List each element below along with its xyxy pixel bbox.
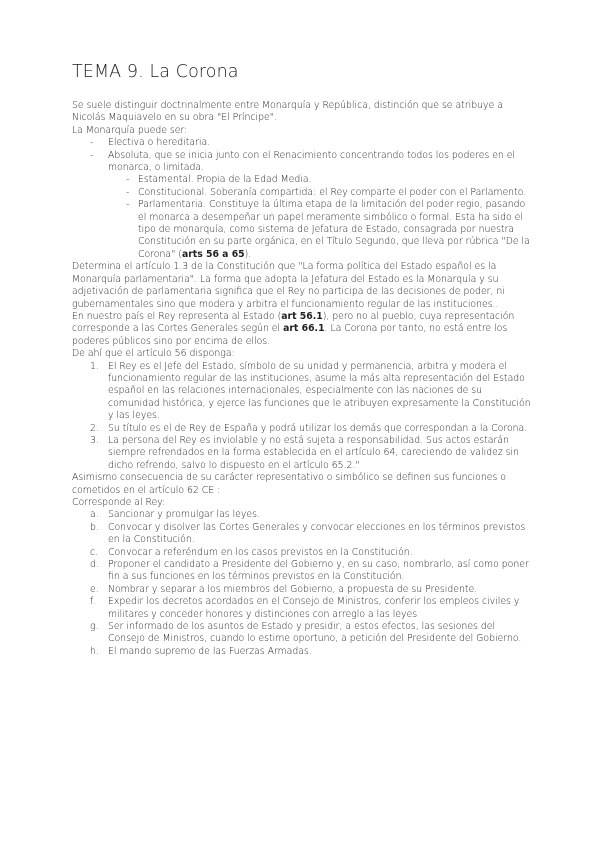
paragraph-art-62: Asimismo consecuencia de su carácter representativo o simbólico se definen sus funciones o cometidos en el artículo 62 CE : <box>72 472 506 496</box>
list-item: 3. La persona del Rey es inviolable y no está sujeta a responsabilidad. Sus actos estarán siempre refrendados en la forma establecida en el artículo 64, careciendo de validez sin dicho refrendo, salvo lo dispuesto en el artículo 65.2." <box>90 434 519 471</box>
paragraph-art-62-lead: Corresponde al Rey: <box>72 497 166 508</box>
list-item: e. Nombrar y separar a los miembros del Gobierno, a propuesta de su Presidente. <box>90 583 478 595</box>
list-item: 2. Su título es el de Rey de España y podrá utilizar los demás que correspondan a la Corona. <box>90 422 528 434</box>
list-item: h. El mando supremo de las Fuerzas Armadas. <box>90 645 312 657</box>
list-item: - Estamental. Propia de la Edad Media. <box>72 174 532 186</box>
article-62-list <box>72 509 532 658</box>
list-item: g. Ser informado de los asuntos de Estado y presidir, a estos efectos, las sesiones del Consejo de Ministros, cuando lo estime oportuno, a petición del Presidente del Gobierno. <box>90 621 522 645</box>
monarchy-types-list <box>72 137 532 174</box>
list-item: - Constitucional. Soberanía compartida: el Rey comparte el poder con el Parlamento. <box>72 187 532 199</box>
paragraph-art-56: En nuestro país el Rey representa al Estado (art 56.1), pero no al pueblo, cuya representación corresponde a las Cortes Generales según el art 66.1. La Corona por tanto, no está entre los poderes públicos sino por encima de ellos. <box>72 310 515 347</box>
list-item: c. Convocar a referéndum en los casos previstos en la Constitución. <box>90 546 413 558</box>
intro-paragraph: Se suele distinguir doctrinalmente entre Monarquía y República, distinción que se atribuye a Nicolás Maquiavelo en su obra "El Príncipe". <box>72 100 503 124</box>
intro-lead: La Monarquía puede ser: <box>72 124 188 136</box>
article-ref: arts 56 a 65 <box>181 248 245 260</box>
limited-monarchy-list <box>72 174 532 261</box>
list-item: - Absoluta, que se inicia junto con el Renacimiento concentrando todos los poderes en el monarca, o limitada. <box>72 150 532 175</box>
article-ref: art 66.1 <box>283 323 325 335</box>
list-item: d. Proponer el candidato a Presidente del Gobierno y, en su caso, nombrarlo, así como poner fin a sus funciones en los términos previstos en la Constitución. <box>90 559 529 583</box>
list-item: 1. El Rey es el Jefe del Estado, símbolo de su unidad y permanencia, arbitra y modera el funcionamiento regular de las instituciones, asume la más alta representación del Estado español en las relaciones internacionales, especialmente con las naciones de su comunidad histórica, y ejerce las funciones que le atribuyen expresamente la Constitución y las leyes. <box>90 360 531 422</box>
list-item: f. Expedir los decretos acordados en el Consejo de Ministros, conferir los empleos civiles y militares y conceder honores y distinciones con arreglo a las leyes <box>90 596 520 620</box>
list-item: - Parlamentaria. Constituye la última etapa de la limitación del poder regio, pasando el monarca a desempeñar un papel meramente simbólico o formal. Esta ha sido el tipo de monarquía, como sistema de Jefatura de Estado, consagrada por nuestra Constitución en su parte orgánica, en el Título Segundo, que lleva por rúbrica "De la Corona" (arts 56 a 65). <box>72 199 532 261</box>
article-ref: art 56.1 <box>281 310 323 322</box>
document-page <box>72 62 532 658</box>
list-item: a. Sancionar y promulgar las leyes. <box>90 509 260 521</box>
paragraph-art-1-3: Determina el artículo 1.3 de la Constitución que "La forma política del Estado español es la Monarquía parlamentaria". La forma que adopta la Jefatura del Estado es la Monarquía y su adjetivación de parlamentaria significa que el Rey no participa de las decisiones de poder, ni gubernamentales sino que modera y arbitra el funcionamiento regular de las instituciones.. <box>72 261 505 310</box>
article-56-list <box>72 361 532 473</box>
page-title: TEMA 9. La Corona <box>72 62 239 82</box>
list-item: - Electiva o hereditaria. <box>72 137 532 149</box>
list-item: b. Convocar y disolver las Cortes Generales y convocar elecciones en los términos previstos en la Constitución. <box>90 521 526 546</box>
paragraph-art-56-intro: De ahí que el artículo 56 disponga: <box>72 348 235 360</box>
